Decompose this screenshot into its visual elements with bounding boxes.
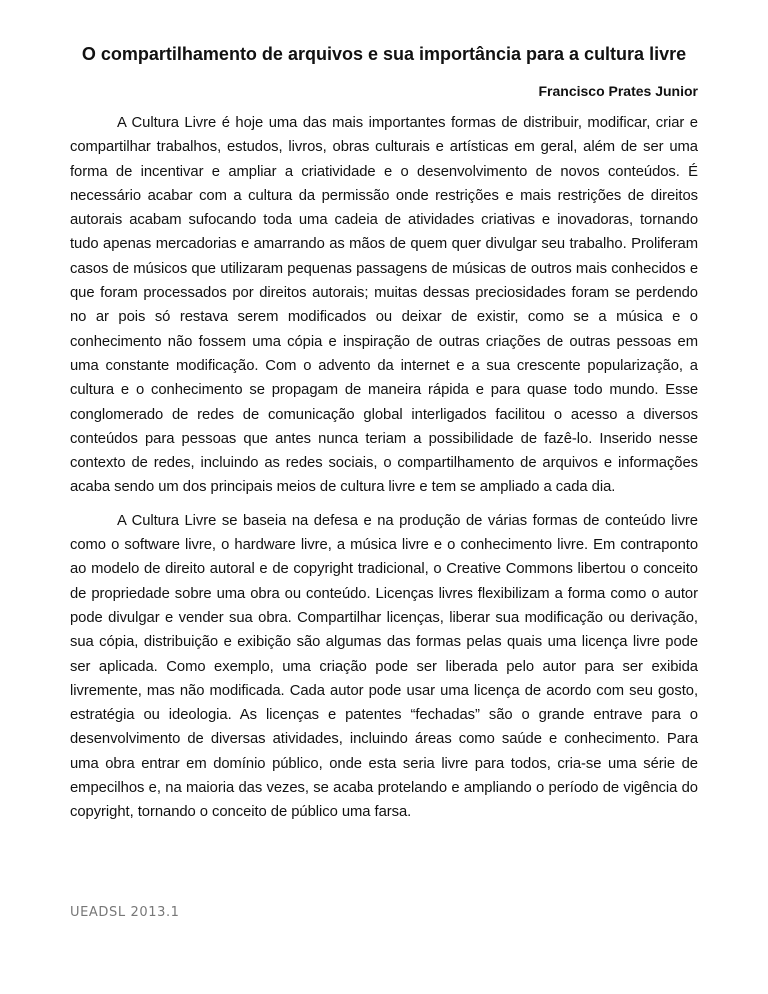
paragraph-2: A Cultura Livre se baseia na defesa e na produção de várias formas de conteúdo livre como o software livre, o hardware livre, a música livre e o conhecimento livre. Em contraponto ao modelo de direito autoral e de copyright tradicional, o Creative Commons libertou o conceito de propriedade sobre uma obra ou conteúdo. Licenças livres flexibilizam a forma como o autor pode divulgar e vender sua obra. Compartilhar licenças, liberar sua modificação ou derivação, sua cópia, distribuição e exibição são algumas das formas pelas quais uma licença livre pode ser aplicada. Como exemplo, uma criação pode ser liberada pelo autor para ser exibida livremente, mas não modificada. Cada autor pode usar uma licença de acordo com seu gosto, estratégia ou ideologia. As licenças e patentes “fechadas” são o grande entrave para o desenvolvimento de diversas atividades, incluindo áreas como saúde e conhecimento. Para uma obra entrar em domínio público, onde esta seria livre para todos, cria-se uma série de empecilhos e, na maioria das vezes, se acaba protelando e ampliando o período de vigência do copyright, tornando o conceito de público uma farsa. (70, 512, 698, 821)
document-page (70, 38, 698, 825)
paragraph-1: A Cultura Livre é hoje uma das mais importantes formas de distribuir, modificar, criar e compartilhar trabalhos, estudos, livros, obras culturais e artísticas em geral, além de ser uma forma de incentivar e ampliar a criatividade e o desenvolvimento de novos conteúdos. É necessário acabar com a cultura da permissão onde restrições e mais restrições de direitos autorais acabam sufocando toda uma cadeia de atividades criativas e inovadoras, tornando tudo apenas mercadorias e amarrando as mãos de quem quer divulgar seu trabalho. Proliferam casos de músicos que utilizaram pequenas passagens de músicas de outros mais conhecidos e que foram processados por direitos autorais; muitas dessas preciosidades foram se perdendo no ar pois só restava serem modificados ou deixar de existir, como se a música e o conhecimento não fossem uma cópia e inspiração de outras criações de outras pessoas em uma constante modificação. Com o advento da internet e a sua crescente popularização, a cultura e o conhecimento se propagam de maneira rápida e para quase todo mundo. Esse conglomerado de redes de comunicação global interligados facilitou o acesso a diversos conteúdos para pessoas que antes nunca teriam a possibilidade de fazê-lo. Inserido nesse contexto de redes, incluindo as redes sociais, o compartilhamento de arquivos e informações acaba sendo um dos principais meios de cultura livre e tem se ampliado a cada dia. (70, 115, 698, 496)
page-footer: UEADSL 2013.1 (70, 905, 180, 920)
author-name: Francisco Prates Junior (538, 83, 698, 99)
document-title: O compartilhamento de arquivos e sua importância para a cultura livre (81, 44, 687, 64)
